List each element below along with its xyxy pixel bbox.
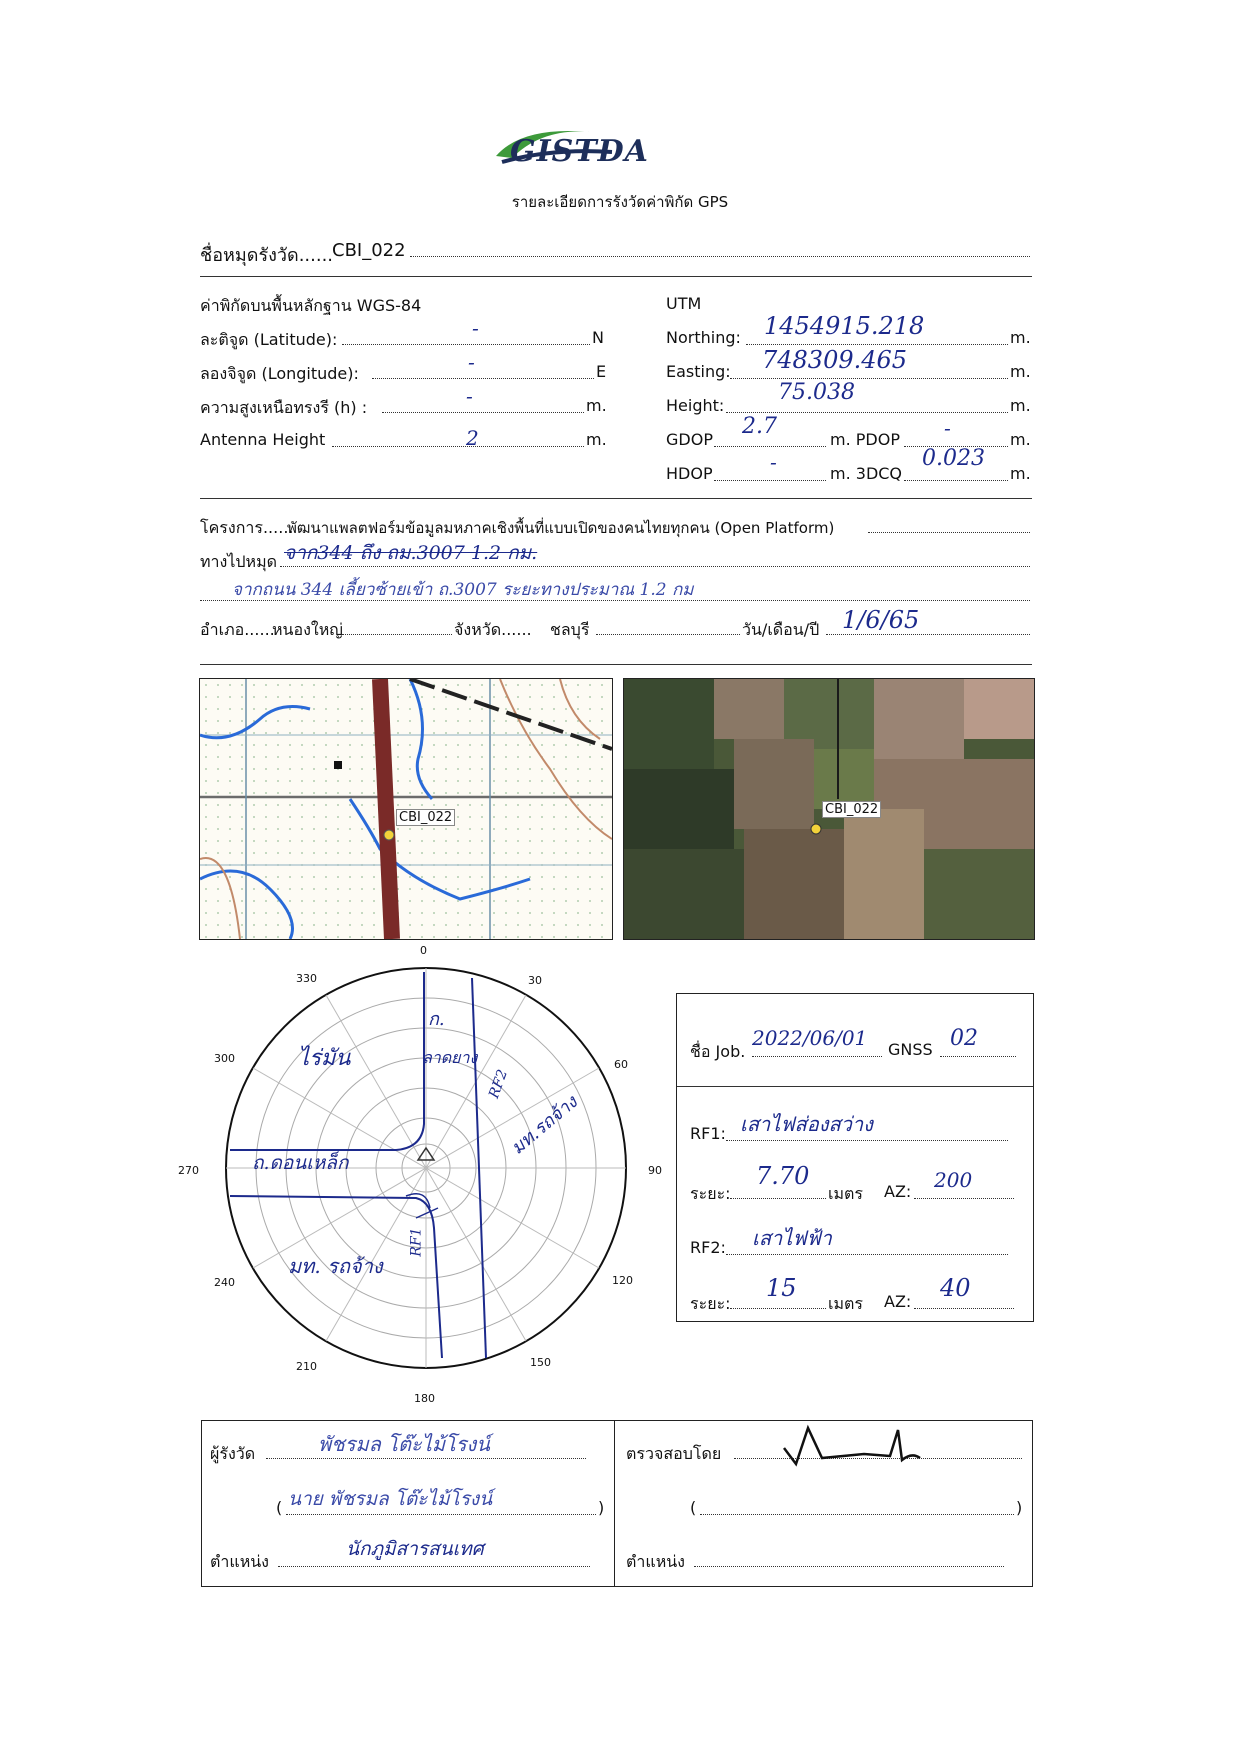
antenna-unit: m. [586, 430, 607, 449]
easting-unit: m. [1010, 362, 1031, 381]
gdop-label: GDOP [666, 430, 713, 449]
date-value: 1/6/65 [842, 606, 920, 634]
checker-label: ตรวจสอบโดย [626, 1444, 722, 1463]
rf2-dotline [726, 1254, 1008, 1255]
project-dotline [868, 532, 1030, 533]
lon-label: ลองจิจูด (Longitude): [200, 364, 359, 383]
checker-signature [778, 1418, 928, 1474]
surveyor-position-label: ตำแหน่ง [210, 1552, 269, 1571]
sky-angle-240: 240 [214, 1276, 235, 1289]
checker-name-open-paren: ( [690, 1498, 697, 1517]
station-label: ชื่อหมุดรังวัด...... [200, 245, 334, 266]
project-value: พัฒนาแพลตฟอร์มข้อมูลมหภาคเชิงพื้นที่แบบเปิดของคนไทยทุกคน (Open Platform) [287, 519, 835, 537]
sky-angle-60: 60 [614, 1058, 628, 1071]
lat-label: ละติจูด (Latitude): [200, 330, 338, 349]
easting-value: 748309.465 [762, 346, 908, 374]
northing-unit: m. [1010, 328, 1031, 347]
dcq-label: m. 3DCQ [830, 464, 903, 483]
gdop-value: 2.7 [742, 414, 777, 439]
utm-heading: UTM [666, 294, 702, 313]
route-label: ทางไปหมุด [200, 552, 278, 571]
meter1-label: เมตร [828, 1184, 863, 1203]
lon-dotline [372, 378, 594, 379]
sky-angle-330: 330 [296, 972, 317, 985]
station-value: CBI_022 [332, 240, 406, 261]
az2-value: 40 [940, 1274, 971, 1302]
dist2-value: 15 [766, 1274, 797, 1302]
sky-angle-30: 30 [528, 974, 542, 987]
topo-map-panel [199, 678, 613, 940]
dist2-label: ระยะ: [690, 1294, 731, 1313]
divider-1 [200, 276, 1032, 277]
lat-unit: N [592, 328, 604, 347]
surveyor-signature: พัชรมล โต๊ะไม้โรงน์ [318, 1432, 490, 1456]
job-dotline [752, 1056, 882, 1057]
gnss-dotline [940, 1056, 1016, 1057]
surveyor-position-dotline [278, 1566, 590, 1567]
divider-2 [200, 498, 1032, 499]
gnss-label: GNSS [888, 1040, 933, 1059]
pdop-label: m. PDOP [830, 430, 900, 449]
logo-text: GISTDA [510, 134, 649, 169]
dcq-value: 0.023 [922, 446, 985, 471]
h-label: ความสูงเหนือทรงรี (h) : [200, 398, 368, 417]
sky-angle-300: 300 [214, 1052, 235, 1065]
sky-note-farm-right: มท.รถจ้าง [507, 1091, 582, 1159]
project-label: โครงการ...... [200, 518, 294, 537]
lon-value: - [468, 350, 475, 374]
checker-name-dotline [700, 1514, 1014, 1515]
dist1-value: 7.70 [756, 1162, 810, 1190]
height-dotline [726, 412, 1008, 413]
checker-position-label: ตำแหน่ง [626, 1552, 685, 1571]
surveyor-name-dotline [286, 1514, 596, 1515]
sky-angle-150: 150 [530, 1356, 551, 1369]
height-unit: m. [1010, 396, 1031, 415]
job-value: 2022/06/01 [752, 1026, 868, 1050]
easting-label: Easting: [666, 362, 731, 381]
rf1-dotline [726, 1140, 1008, 1141]
sky-angle-120: 120 [612, 1274, 633, 1287]
lat-value: - [472, 316, 479, 340]
easting-dotline [730, 378, 1008, 379]
h-value: - [466, 384, 473, 408]
surveyor-name: นาย พัชรมล โต๊ะไม้โรงน์ [288, 1488, 493, 1510]
sky-note-road-left: ถ.ดอนเหล็ก [252, 1152, 349, 1174]
hdop-value: - [770, 450, 777, 474]
satellite-map-panel [623, 678, 1035, 940]
pdop-value: - [944, 416, 951, 440]
surveyor-position-value: นักภูมิสารสนเทศ [346, 1538, 484, 1560]
gistda-logo [482, 118, 722, 180]
sky-angle-90: 90 [648, 1164, 662, 1177]
antenna-dotline [332, 446, 584, 447]
station-dotline [410, 256, 1030, 257]
lon-unit: E [596, 362, 607, 381]
form-title: รายละเอียดการรังวัดค่าพิกัด GPS [511, 193, 729, 211]
gnss-value: 02 [950, 1026, 978, 1051]
h-unit: m. [586, 396, 607, 415]
dcq-unit: m. [1010, 464, 1031, 483]
northing-label: Northing: [666, 328, 741, 347]
sky-angle-180: 180 [414, 1392, 435, 1405]
pdop-unit: m. [1010, 430, 1031, 449]
h-dotline [382, 412, 584, 413]
province-label: จังหวัด...... [454, 620, 532, 639]
district-label: อำเภอ...... [200, 620, 275, 639]
antenna-label: Antenna Height [200, 430, 326, 449]
route-line-2: จากถนน 344 เลี้ยวซ้ายเข้า ถ.3007 ระยะทางประมาณ 1.2 กม [232, 580, 694, 600]
job-label: ชื่อ Job. [690, 1042, 746, 1061]
rf2-label: RF2: [690, 1238, 726, 1257]
hdop-label: HDOP [666, 464, 713, 483]
province-value: ชลบุรี [550, 620, 590, 639]
surveyor-name-close-paren: ) [598, 1498, 605, 1517]
sky-note-farm-left: ไร่มัน [298, 1046, 351, 1071]
height-value: 75.038 [778, 380, 855, 405]
date-dotline [826, 634, 1030, 635]
rf1-label: RF1: [690, 1124, 726, 1143]
dist1-dotline [730, 1198, 826, 1199]
az1-dotline [914, 1198, 1014, 1199]
checker-position-dotline [694, 1566, 1004, 1567]
lat-dotline [342, 344, 590, 345]
sky-note-north: ก. [428, 1009, 445, 1030]
az1-value: 200 [934, 1168, 973, 1192]
rf1-value: เสาไฟส่องสว่าง [740, 1112, 873, 1136]
sky-note-rf2: RF2 [486, 1067, 512, 1101]
sky-note-bottom-left: มท. รถจ้าง [288, 1254, 383, 1278]
date-label: วัน/เดือน/ปี [742, 620, 820, 639]
signature-box-divider [614, 1421, 615, 1586]
dist1-label: ระยะ: [690, 1184, 731, 1203]
district-dotline [342, 634, 452, 635]
gdop-dotline [714, 446, 826, 447]
dist2-dotline [730, 1308, 826, 1309]
sky-note-rf1: RF1 [408, 1227, 425, 1257]
hdop-dotline [714, 480, 826, 481]
sky-angle-210: 210 [296, 1360, 317, 1373]
sky-angle-0: 0 [420, 944, 427, 957]
route-line-1: จาก344 ถึง ถม.3007 1.2 กม. [284, 542, 538, 564]
height-label: Height: [666, 396, 725, 415]
province-dotline [596, 634, 740, 635]
sky-angle-270: 270 [178, 1164, 199, 1177]
job-box-divider [677, 1086, 1033, 1087]
northing-value: 1454915.218 [764, 312, 925, 340]
district-value: หนองใหญ่ [272, 620, 343, 639]
antenna-value: 2 [466, 426, 479, 450]
rf2-value: เสาไฟฟ้า [752, 1226, 832, 1250]
northing-dotline [746, 344, 1008, 345]
wgs84-heading: ค่าพิกัดบนพื้นหลักฐาน WGS-84 [200, 296, 422, 315]
sky-note-road: ลาดยาง [422, 1048, 478, 1067]
az2-dotline [914, 1308, 1014, 1309]
dcq-dotline [904, 480, 1008, 481]
divider-3 [200, 664, 1032, 665]
surveyor-label: ผู้รังวัด [210, 1444, 256, 1463]
meter2-label: เมตร [828, 1294, 863, 1313]
surveyor-name-open-paren: ( [276, 1498, 283, 1517]
az2-label: AZ: [884, 1292, 912, 1311]
az1-label: AZ: [884, 1182, 912, 1201]
topo-marker-label: CBI_022 [396, 809, 455, 826]
satellite-marker-label: CBI_022 [822, 801, 881, 818]
checker-name-close-paren: ) [1016, 1498, 1023, 1517]
